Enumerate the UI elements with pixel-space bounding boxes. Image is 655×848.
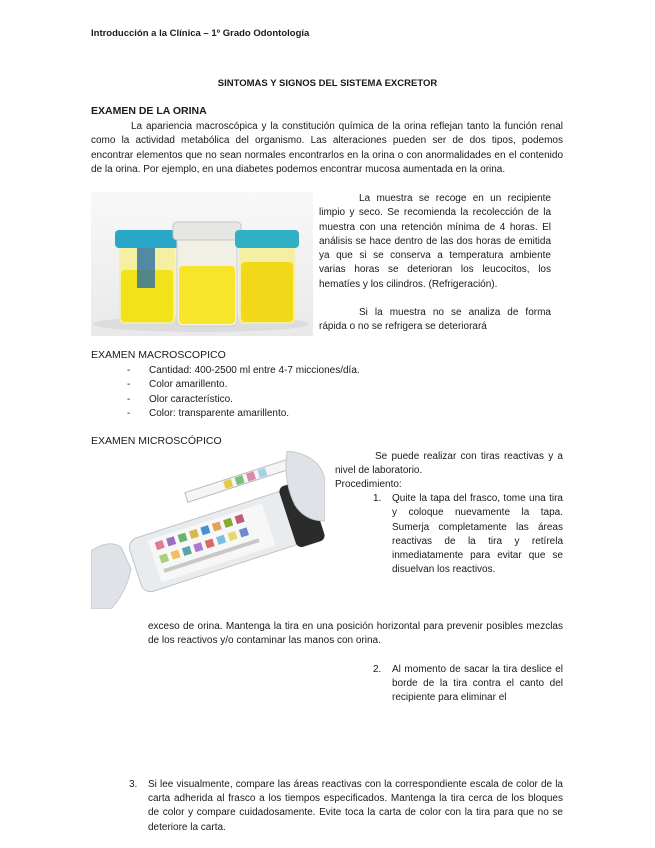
- document-title: SINTOMAS Y SIGNOS DEL SISTEMA EXCRETOR: [217, 78, 438, 89]
- step-number: 3.: [129, 778, 138, 790]
- section-heading-microscopico: EXAMEN MICROSCÓPICO: [91, 435, 222, 447]
- microscopico-intro: Se puede realizar con tiras reactivas y a nivel de laboratorio.: [335, 451, 563, 477]
- list-item: - Color amarillento.: [127, 378, 527, 392]
- step-text: Si lee visualmente, compare las áreas reactivas con la correspondiente escala de color de la carta adherida al frasco a los tiempos especificados. Mantenga la tira cerca de los bloques de color y compare cuidadosamente. Evite toca la carta de color con la tira para que no se deteriore la carta.: [148, 778, 563, 833]
- macroscopico-list: [127, 364, 527, 421]
- procedimiento-label: Procedimiento:: [335, 479, 402, 490]
- section-heading-macroscopico: EXAMEN MACROSCOPICO: [91, 349, 226, 361]
- step-text: Al momento de sacar la tira deslice el borde de la tira contra el canto del recipiente para eliminar el: [392, 663, 563, 704]
- urine-sample-cups-image: [91, 192, 313, 336]
- page-header: Introducción a la Clínica – 1º Grado Odontología: [91, 28, 310, 39]
- list-item: - Olor característico.: [127, 393, 527, 407]
- list-item: - Color: transparente amarillento.: [127, 407, 527, 421]
- procedure-step-2-continued: exceso de orina. Mantenga la tira en una posición horizontal para prevenir posibles mezclas de los reactivos y/o contaminar las manos con orina.: [148, 621, 563, 647]
- section-heading-orina: EXAMEN DE LA ORINA: [91, 105, 207, 117]
- procedure-step-1: [373, 492, 563, 578]
- orina-intro-paragraph: La apariencia macroscópica y la constitución química de la orina reflejan tanto la función renal como la actividad metabólica del organismo. Las alteraciones pueden ser de dos tipos, podemos encontrar elementos que no sean normales encontrarlos en la orina o con anormalidades en el contenido de la orina. Por ejemplo, en una diabetes podemos encontrar mucosa aumentada en la orina.: [91, 121, 563, 175]
- muestra-paragraph: La muestra se recoge en un recipiente limpio y seco. Se recomienda la recolección de la muestra con una retención mínima de 4 horas. El análisis se hace dentro de las dos horas de emitida ya que si se conserva a temperatura ambiente varias horas se deterioran los leucocitos, los hematíes y los cilindros. (Refrigeración).: [319, 193, 551, 290]
- muestra-paragraph-2: Si la muestra no se analiza de forma rápida o no se refrigera se deteriorará: [319, 307, 551, 333]
- step-text: Quite la tapa del frasco, tome una tira y coloque nuevamente la tapa. Sumerja completamente las áreas reactivas de la tira y retírela inmediatamente para evitar que se disuelvan los reactivos.: [392, 493, 563, 576]
- list-item: - Cantidad: 400-2500 ml entre 4-7 micciones/día.: [127, 364, 527, 378]
- procedure-step-2: [373, 663, 563, 706]
- urine-test-strip-image: [91, 451, 325, 609]
- step-number: 1.: [373, 493, 382, 504]
- step-number: 2.: [373, 663, 382, 675]
- procedure-step-3: [129, 778, 563, 835]
